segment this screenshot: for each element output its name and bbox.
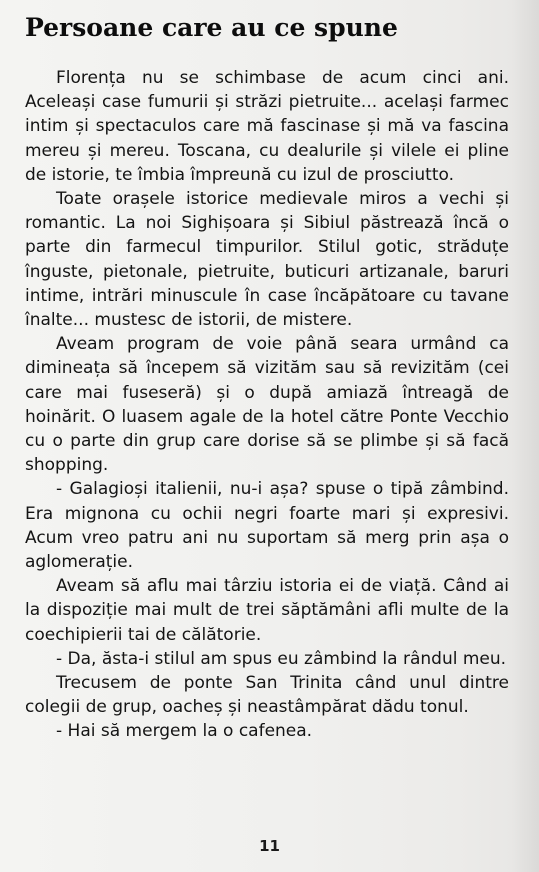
paragraph: Toate orașele istorice medievale miros a vechi și romantic. La noi Sighișoara și Sibiul păstrează încă o parte din farmecul timpurilor. Stilul gotic, străduțe înguste, pietonale, pietruite, buticuri artizanale, baruri intime, intrări minuscule în case încăpătoare cu tavane înalte... mustesc de istorii, de mistere. (25, 189, 509, 331)
paragraph: - Hai să mergem la o cafenea. (56, 721, 313, 742)
page-number: 11 (259, 837, 280, 855)
paragraph: - Galagioși italienii, nu-i așa? spuse o tipă zâmbind. Era mignona cu ochii negri foarte mari și expresivi. Acum vreo patru ani nu suportam să merg prin așa o aglomerație. (25, 479, 509, 573)
paragraph: Trecusem de ponte San Trinita când unul dintre colegii de grup, oacheș și neastâmpărat dădu tonul. (25, 673, 509, 718)
paragraph: Aveam program de voie până seara urmând ca dimineața să începem să vizităm sau să revizităm (cei care mai fuseseră) și o după amiază întreagă de hoinărit. O luasem agale de la hotel către Ponte Vecchio cu o parte din grup care dorise să se plimbe și să facă shopping. (25, 334, 509, 476)
chapter-body (25, 66, 509, 744)
paragraph: - Da, ăsta-i stilul am spus eu zâmbind la rândul meu. (56, 648, 507, 669)
paragraph: Florența nu se schimbase de acum cinci ani. Aceleași case fumurii și străzi pietruite... același farmec intim și spectaculos care mă fascinase și mă va fascina mereu și mereu. Toscana, cu dealurile și vilele ei pline de istorie, te îmbia împreună cu izul de prosciutto. (25, 68, 509, 185)
chapter-title: Persoane care au ce spune (25, 13, 398, 42)
paragraph: Aveam să aflu mai târziu istoria ei de viață. Când ai la dispoziție mai mult de trei săptămâni afli multe de la coechipierii tai de călătorie. (25, 576, 509, 645)
page-edge-shadow (511, 0, 539, 872)
